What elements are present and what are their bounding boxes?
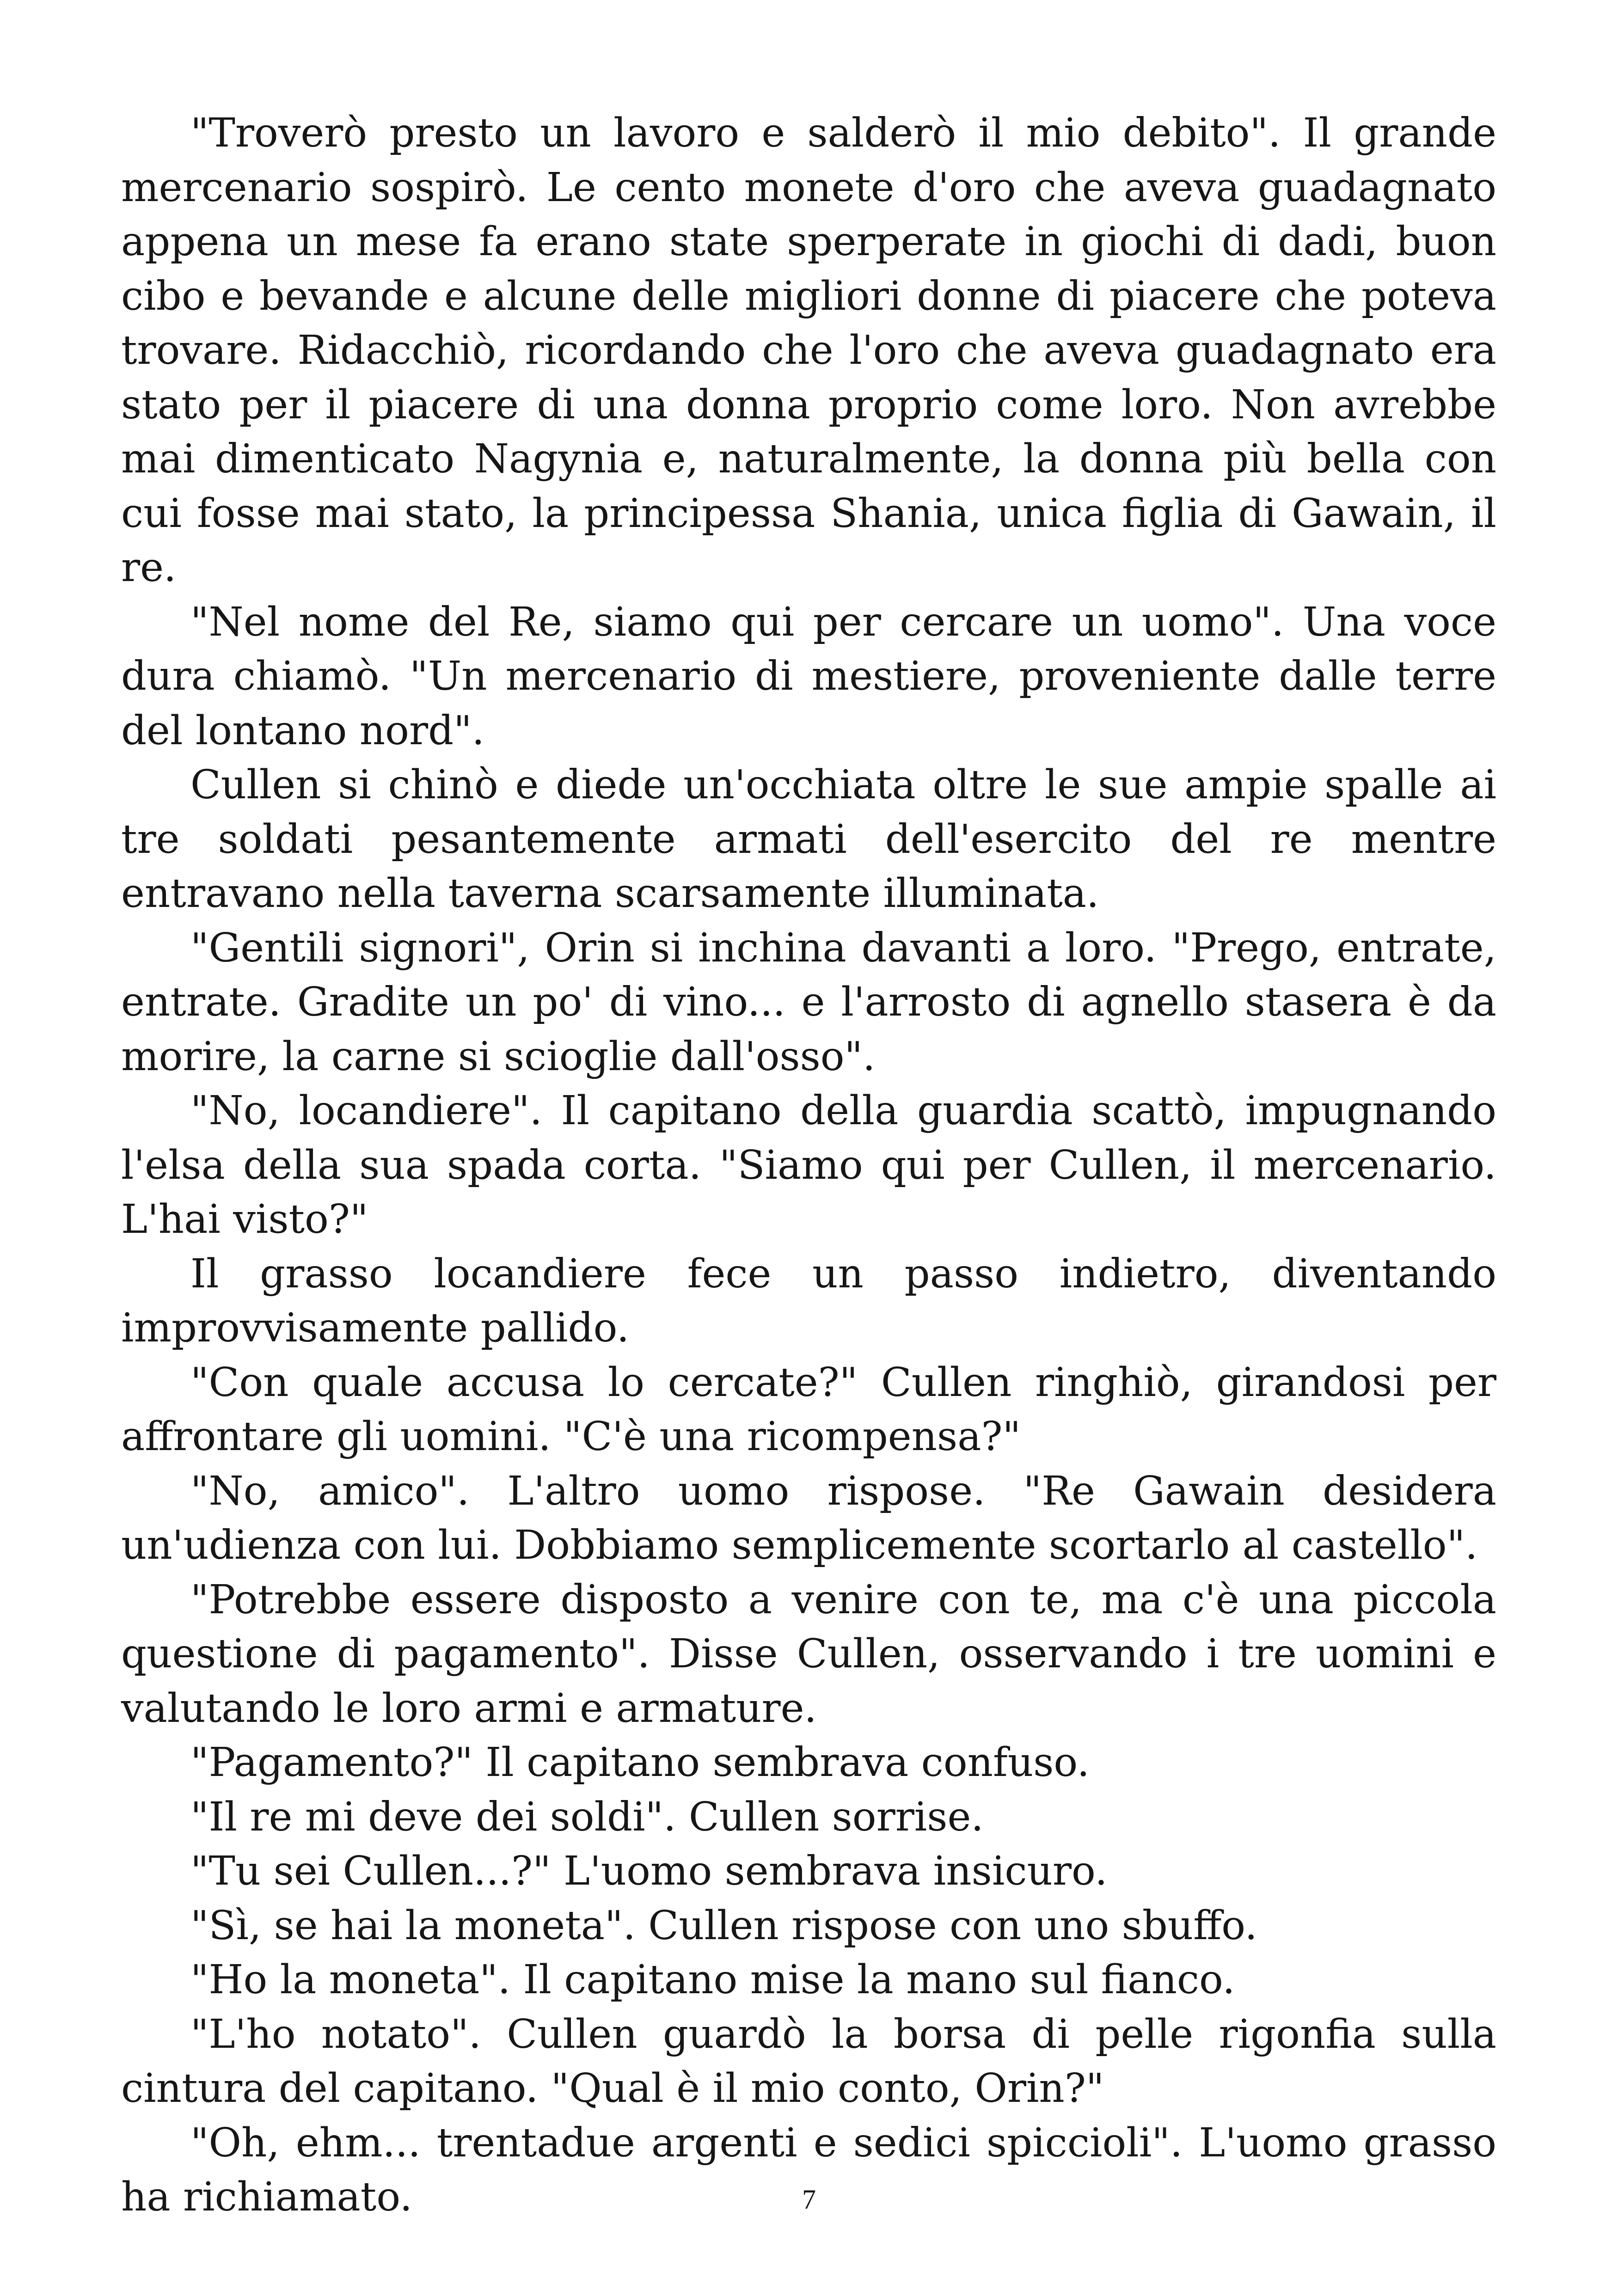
paragraph: "Potrebbe essere disposto a venire con te, ma c'è una piccola questione di pagamento". Disse Cullen, osservando i tre uomini e valutando le loro armi e armature. — [121, 1576, 1496, 1732]
paragraph: "Con quale accusa lo cercate?" Cullen ringhiò, girandosi per affrontare gli uomini. "C'è una ricompensa?" — [121, 1359, 1496, 1460]
paragraph: Cullen si chinò e diede un'occhiata oltre le sue ampie spalle ai tre soldati pesantemente armati dell'esercito del re mentre entravano nella taverna scarsamente illuminata. — [121, 762, 1496, 917]
paragraph: "No, amico". L'altro uomo rispose. "Re Gawain desidera un'udienza con lui. Dobbiamo semplicemente scortarlo al castello". — [121, 1468, 1496, 1568]
paragraph: "Troverò presto un lavoro e salderò il mio debito". Il grande mercenario sospirò. Le cento monete d'oro che aveva guadagnato appena un mese fa erano state sperperate in giochi di dadi, buon cibo e bevande e alcune delle migliori donne di piacere che poteva trovare. Ridacchiò, ricordando che l'oro che aveva guadagnato era stato per il piacere di una donna proprio come loro. Non avrebbe mai dimenticato Nagynia e, naturalmente, la donna più bella con cui fosse mai stato, la principessa Shania, unica figlia di Gawain, il re. — [121, 110, 1496, 591]
body-text — [121, 106, 1496, 2225]
paragraph: "Oh, ehm... trentadue argenti e sedici spiccioli". L'uomo grasso ha richiamato. — [121, 2119, 1496, 2220]
page-number: 7 — [802, 2184, 816, 2215]
paragraph: "Tu sei Cullen...?" L'uomo sembrava insicuro. — [190, 1848, 1108, 1894]
paragraph: "No, locandiere". Il capitano della guardia scattò, impugnando l'elsa della sua spada corta. "Siamo qui per Cullen, il mercenario. L'hai visto?" — [121, 1088, 1496, 1243]
paragraph: Il grasso locandiere fece un passo indietro, diventando improvvisamente pallido. — [121, 1250, 1496, 1351]
paragraph: "Sì, se hai la moneta". Cullen rispose con uno sbuffo. — [190, 1902, 1257, 1949]
paragraph: "Il re mi deve dei soldi". Cullen sorrise. — [190, 1794, 984, 1840]
paragraph: "Ho la moneta". Il capitano mise la mano sul fianco. — [190, 1957, 1235, 2003]
paragraph: "Pagamento?" Il capitano sembrava confuso. — [190, 1739, 1090, 1786]
paragraph: "Gentili signori", Orin si inchina davanti a loro. "Prego, entrate, entrate. Gradite un po' di vino... e l'arrosto di agnello stasera è da morire, la carne si scioglie dall'osso". — [121, 925, 1496, 1080]
paragraph: "L'ho notato". Cullen guardò la borsa di pelle rigonfia sulla cintura del capitano. "Qual è il mio conto, Orin?" — [121, 2011, 1496, 2112]
paragraph: "Nel nome del Re, siamo qui per cercare un uomo". Una voce dura chiamò. "Un mercenario di mestiere, proveniente dalle terre del lontano nord". — [121, 599, 1496, 754]
